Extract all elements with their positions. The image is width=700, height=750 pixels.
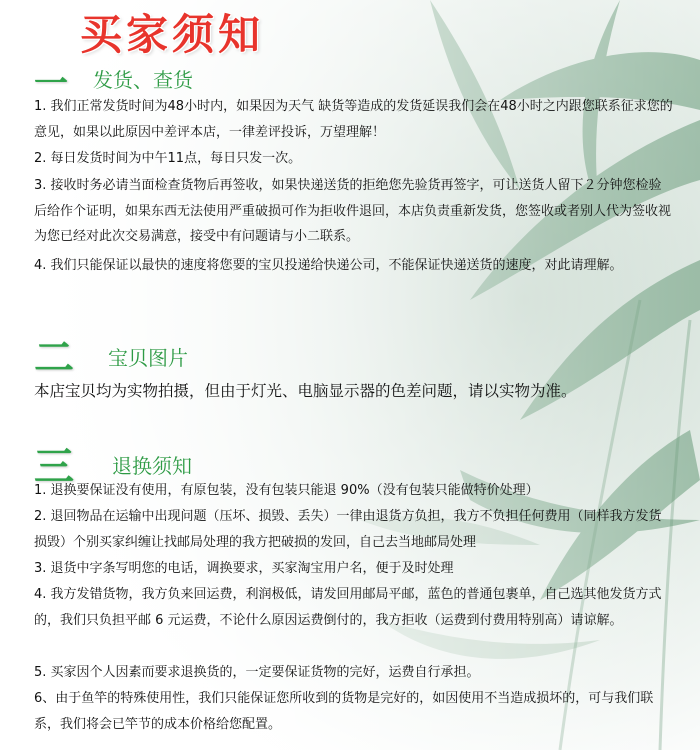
list-item: 2. 每日发货时间为中午11点，每日只发一次。 [34,151,302,166]
section-title: 退换须知 [112,454,192,478]
section-title: 发货、查货 [93,68,193,92]
section-number: 二 [34,334,74,381]
list-item: 4. 我方发错货物，我方负来回运费，利润极低，请发回用邮局平邮，蓝色的普通包裹单，自己选其他发货方式的，我们只负担平邮 6 元运费，不论什么原因运费倒付的，我方拒收（运费到付费用特别高）请谅解。 [34,587,662,628]
section-number: 一 [34,64,68,104]
list-item: 1. 我们正常发货时间为48小时内，如果因为天气 缺货等造成的发货延误我们会在48小时之内跟您联系征求您的意见，如果以此原因中差评本店，一律差评投诉，万望理解！ [34,99,673,140]
list-item: 3. 退货中字条写明您的电话，调换要求，买家淘宝用户名，便于及时处理 [34,561,454,576]
list-item: 6、由于鱼竿的特殊使用性，我们只能保证您所收到的货物是完好的，如因使用不当造成损坏的，可与我们联系，我们将会已竿节的成本价格给您配置。 [34,691,654,732]
list-item: 4. 我们只能保证以最快的速度将您要的宝贝投递给快递公司，不能保证快递送货的速度，对此请理解。 [34,258,623,273]
list-item: 2. 退回物品在运输中出现问题（压坏、损毁、丢失）一律由退货方负担，我方不负担任何费用（同样我方发货损毁）个别买家纠缠让找邮局处理的我方把破损的发回，自己去当地邮局处理 [34,509,662,550]
list-item: 3. 接收时务必请当面检查货物后再签收，如果快递送货的拒绝您先验货再签字，可让送货人留下２分钟您检验后给作个证明，如果东西无法使用严重破损可作为拒收件退回，本店负责重新发货，您签收或者别人代为签收视为您已经对此次交易满意，接受中有问题请与小二联系。 [34,178,672,244]
section-title: 宝贝图片 [108,346,188,370]
page-title: 买家须知 [80,10,265,59]
list-item: 本店宝贝均为实物拍摄，但由于灯光、电脑显示器的色差问题，请以实物为准。 [34,382,577,400]
list-item: 1. 退换要保证没有使用，有原包装，没有包装只能退 90%（没有包装只能做特价处理） [34,483,539,498]
list-item: 5. 买家因个人因素而要求退换货的，一定要保证货物的完好，运费自行承担。 [34,665,480,680]
section-number: 三 [34,443,74,490]
